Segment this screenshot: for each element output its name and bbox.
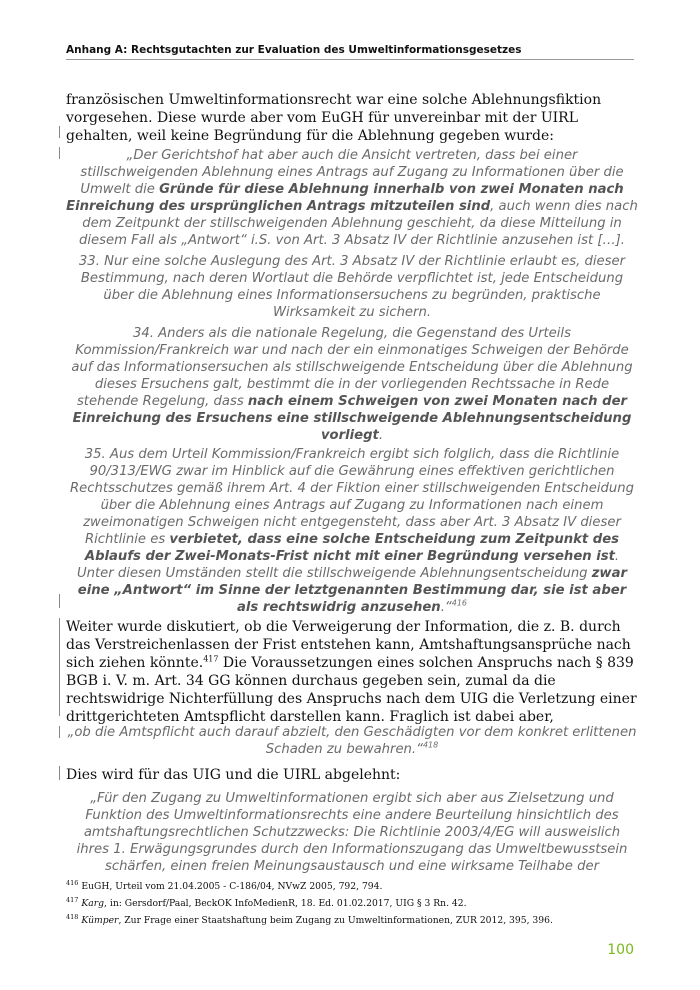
quote-emphasis: Gründe für diese Ablehnung innerhalb von zwei Monaten nach Einreichung des ursprünglichen Antrags mitzuteilen sind	[66, 182, 624, 214]
quote-text: 34. Anders als die nationale Regelung, die Gegenstand des Urteils Kommission/Frankreich war und nach der ein einmonatiges Schweigen der Behörde auf das Informationsersuchen als stillschweigende Entscheidung über die Ablehnung dieses Ersuchens galt, bestimmt die in der vorliegenden Rechtssache in Rede stehende Regelung, dass	[71, 326, 633, 409]
quote-text: . Unter diesen Umständen stellt die stillschweigende Ablehnungsentscheidung	[76, 549, 620, 581]
quote-text: 35. Aus dem Urteil Kommission/Frankreich ergibt sich folglich, dass die Richtlinie 90/313/EWG zwar im Hinblick auf die Gewährung eines effektiven gerichtlichen Rechtsschutzes gemäß ihrem Art. 4 der Fiktion einer stillschweigenden Entscheidung über die Ablehnung eines Antrags auf Zugang zu Informationen nach einem zweimonatigen Schweigen nicht entgegensteht, dass aber Art. 3 Absatz IV dieser Richtlinie es	[70, 447, 634, 547]
quote-block-2	[66, 253, 638, 321]
paragraph-text: Die Voraussetzungen eines solchen Anspruchs nach § 839 BGB i. V. m. Art. 34 GG können durchaus gegeben sein, zumal da die rechtswidrige Nichterfüllung des Anspruchs nach dem UIG die Verletzung einer drittgerichteten Amtspflicht darstellen kann. Fraglich ist dabei aber,	[66, 655, 637, 725]
paragraph-text: Dies wird für das UIG und die UIRL abgelehnt:	[66, 767, 401, 783]
page-number: 100	[607, 942, 634, 958]
quote-emphasis: zwar eine „Antwort“ im Sinne der letztgenannten Bestimmung dar, sie ist aber als rechtswidrig anzusehen	[77, 566, 628, 615]
header-rule	[66, 59, 634, 60]
paragraph-intro-text: französischen Umweltinformationsrecht war eine solche Ablehnungsfiktion vorgesehen. Diese wurde aber vom EuGH für unvereinbar mit der UIRL gehalten, weil keine Begründung für die Ablehnung gegeben wurde:	[66, 92, 602, 144]
footnote-text: EuGH, Urteil vom 21.04.2005 - C-186/04, NVwZ 2005, 792, 794.	[81, 881, 383, 892]
quote-text: .“	[440, 600, 452, 615]
quote-text: 33. Nur eine solche Auslegung des Art. 3 Absatz IV der Richtlinie erlaubt es, dieser Bestimmung, nach deren Wortlaut die Behörde verpflichtet ist, jede Entscheidung über die Ablehnung eines Informationsersuchens zu begründen, praktische Wirksamkeit zu sichern.	[78, 254, 626, 320]
footnote-number: 417	[66, 895, 79, 904]
paragraph-text: Weiter wurde diskutiert, ob die Verweigerung der Information, die z. B. durch das Verstreichenlassen der Frist entstehen kann, Amtshaftungsansprüche nach sich ziehen könnte.	[66, 619, 631, 671]
footnote-text: , Zur Frage einer Staatshaftung beim Zugang zu Umweltinformationen, ZUR 2012, 395, 396.	[118, 915, 553, 926]
quote-emphasis: nach einem Schweigen von zwei Monaten nach der Einreichung des Ersuchens eine stillschweigende Ablehnungsentscheidung vorliegt	[72, 394, 632, 443]
footnote-ref-418[interactable]: 418	[422, 740, 439, 750]
footnote-author: Kümper	[81, 915, 119, 926]
footnote-417	[66, 895, 638, 912]
change-bar	[59, 726, 60, 738]
change-bar	[59, 618, 60, 716]
quote-text: „ob die Amtspflicht auch darauf abzielt, den Geschädigten vor dem konkret erlittenen Schaden zu bewahren.“	[67, 725, 637, 757]
running-header: Anhang A: Rechtsgutachten zur Evaluation des Umweltinformationsgesetzes	[66, 44, 522, 56]
paragraph-amtshaftung	[66, 618, 638, 726]
quote-block-6	[66, 790, 638, 875]
quote-text: „Für den Zugang zu Umweltinformationen ergibt sich aber aus Zielsetzung und Funktion des Umweltinformationsrechts eine andere Beurteilung hinsichtlich des amtshaftungsrechtlichen Schutzzwecks: Die Richtlinie 2003/4/EG will ausweislich ihres 1. Erwägungsgrundes durch den Informationszugang das Umweltbewusstsein schärfen, einen freien Meinungsaustausch und eine wirksame Teilhabe der	[76, 791, 628, 874]
change-bar	[59, 766, 60, 780]
change-bar	[59, 147, 60, 159]
change-bar	[59, 126, 60, 138]
quote-text: , auch wenn dies nach dem Zeitpunkt der stillschweigenden Ablehnung geschieht, da diese Mitteilung in diesem Fall als „Antwort“ i.S. von Art. 3 Absatz IV der Richtlinie anzusehen ist […].	[78, 199, 638, 248]
paragraph-intro	[66, 91, 638, 145]
change-bar	[59, 594, 60, 608]
quote-text: .	[378, 428, 384, 443]
footnote-number: 416	[66, 878, 79, 887]
footnote-ref-417[interactable]: 417	[203, 654, 219, 664]
quote-block-1	[66, 147, 638, 249]
footnote-number: 418	[66, 912, 79, 921]
footnote-418	[66, 912, 638, 929]
footnotes	[66, 878, 638, 929]
footnote-text: , in: Gersdorf/Paal, BeckOK InfoMedienR, 18. Ed. 01.02.2017, UIG § 3 Rn. 42.	[104, 898, 467, 909]
footnote-416	[66, 878, 638, 895]
paragraph-ablehnung	[66, 766, 638, 784]
quote-block-5	[66, 724, 638, 758]
quote-emphasis: verbietet, dass eine solche Entscheidung zum Zeitpunkt des Ablaufs der Zwei-Monats-Frist nicht mit einer Begründung versehen ist	[84, 532, 620, 564]
quote-block-3	[66, 325, 638, 444]
quote-block-4	[66, 446, 638, 616]
quote-text: „Der Gerichtshof hat aber auch die Ansicht vertreten, dass bei einer stillschweigenden Ablehnung eines Antrags auf Zugang zu Informationen über die Umwelt die	[80, 148, 624, 197]
footnote-author: Karg	[81, 898, 105, 909]
footnote-ref-416[interactable]: 416	[451, 598, 468, 608]
